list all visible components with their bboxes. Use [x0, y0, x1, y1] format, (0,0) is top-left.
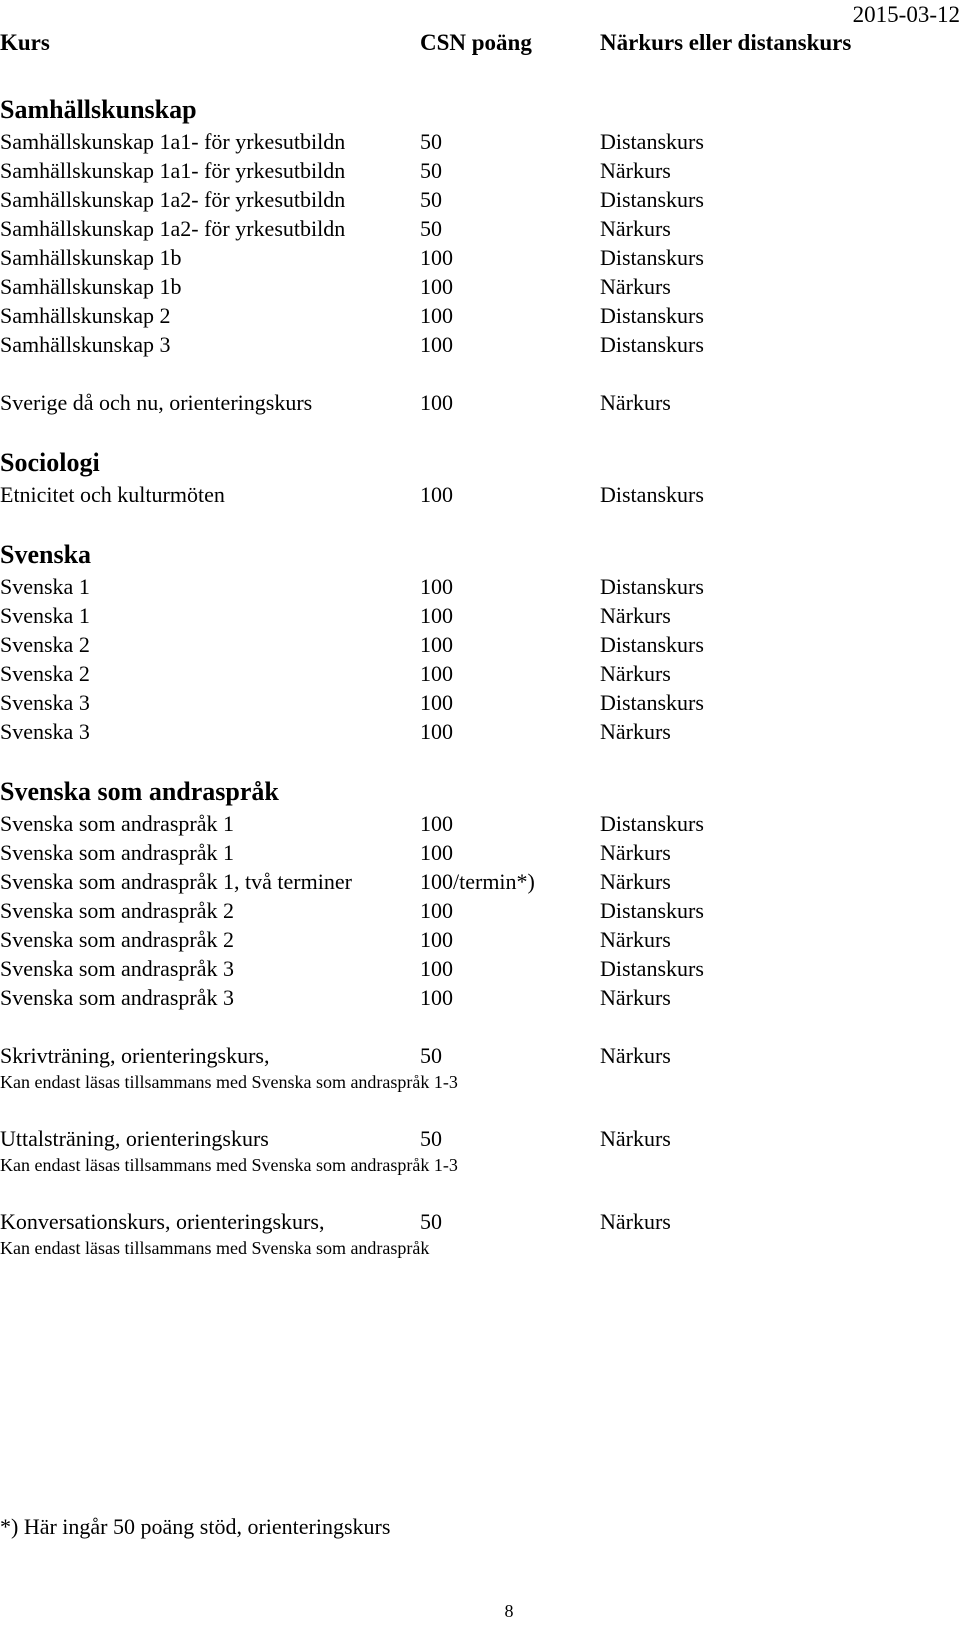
- course-points: 100: [420, 690, 453, 715]
- course-points: 100: [420, 985, 453, 1010]
- course-type: Distanskurs: [600, 245, 704, 270]
- course-name: Svenska som andraspråk 3: [0, 985, 235, 1010]
- course-points: 50: [420, 1209, 442, 1234]
- course-row: [0, 272, 960, 301]
- course-row: [0, 301, 960, 330]
- course-points: 100: [420, 574, 453, 599]
- header-typ: Närkurs eller distanskurs: [600, 30, 852, 55]
- course-row: [0, 601, 960, 630]
- course-type: Närkurs: [600, 840, 671, 865]
- course-points: 100: [420, 956, 453, 981]
- header-kurs: Kurs: [0, 30, 50, 55]
- course-row: [0, 185, 960, 214]
- course-name: Skrivträning, orienteringskurs,: [0, 1043, 270, 1068]
- course-name: Samhällskunskap 1a2- för yrkesutbildn: [0, 216, 346, 241]
- course-name: Uttalsträning, orienteringskurs: [0, 1126, 269, 1151]
- course-points: 100: [420, 332, 453, 357]
- course-points: 50: [420, 216, 442, 241]
- course-type: Distanskurs: [600, 898, 704, 923]
- course-type: Närkurs: [600, 1209, 671, 1234]
- course-row: [0, 127, 960, 156]
- course-points: 100: [420, 661, 453, 686]
- document-date: 2015-03-12: [852, 2, 960, 27]
- course-points: 50: [420, 187, 442, 212]
- course-type: Distanskurs: [600, 129, 704, 154]
- course-row: [0, 954, 960, 983]
- course-name: Samhällskunskap 2: [0, 303, 171, 328]
- course-points: 50: [420, 1126, 442, 1151]
- course-type: Distanskurs: [600, 187, 704, 212]
- course-points: 100: [420, 245, 453, 270]
- course-name: Samhällskunskap 1a1- för yrkesutbildn: [0, 158, 346, 183]
- course-row: [0, 1207, 960, 1261]
- course-type: Närkurs: [600, 390, 671, 415]
- course-points: 50: [420, 158, 442, 183]
- course-name: Samhällskunskap 1b: [0, 274, 182, 299]
- course-name: Svenska 2: [0, 632, 90, 657]
- course-type: Distanskurs: [600, 574, 704, 599]
- course-row: [0, 896, 960, 925]
- course-name: Samhällskunskap 1a1- för yrkesutbildn: [0, 129, 346, 154]
- course-row: [0, 809, 960, 838]
- course-row: [0, 1124, 960, 1178]
- course-type: Närkurs: [600, 661, 671, 686]
- course-name: Svenska 1: [0, 603, 90, 628]
- course-name: Svenska som andraspråk 2: [0, 898, 235, 923]
- spacer: [0, 1095, 960, 1124]
- course-points: 100: [420, 840, 453, 865]
- course-points: 100: [420, 719, 453, 744]
- course-name: Svenska som andraspråk 3: [0, 956, 235, 981]
- section: [0, 93, 960, 446]
- course-points: 100/termin*): [420, 869, 535, 894]
- course-name: Sverige då och nu, orienteringskurs: [0, 390, 313, 415]
- course-row: [0, 630, 960, 659]
- course-type: Distanskurs: [600, 632, 704, 657]
- course-type: Närkurs: [600, 985, 671, 1010]
- course-row: [0, 243, 960, 272]
- course-points: 100: [420, 274, 453, 299]
- section: [0, 775, 960, 1261]
- course-name: Svenska som andraspråk 1, två terminer: [0, 869, 352, 894]
- course-row: [0, 214, 960, 243]
- spacer: [0, 746, 960, 775]
- course-note: Kan endast läsas tillsammans med Svenska som andraspråk 1-3: [0, 1155, 458, 1175]
- course-type: Närkurs: [600, 927, 671, 952]
- course-row: [0, 1041, 960, 1095]
- course-note: Kan endast läsas tillsammans med Svenska som andraspråk: [0, 1238, 430, 1258]
- course-type: Närkurs: [600, 1043, 671, 1068]
- course-row: [0, 659, 960, 688]
- course-type: Närkurs: [600, 869, 671, 894]
- course-points: 50: [420, 129, 442, 154]
- course-name: Svenska som andraspråk 2: [0, 927, 235, 952]
- course-name: Samhällskunskap 3: [0, 332, 171, 357]
- course-name: Svenska 1: [0, 574, 90, 599]
- course-points: 100: [420, 603, 453, 628]
- course-points: 100: [420, 898, 453, 923]
- course-type: Distanskurs: [600, 956, 704, 981]
- spacer: [0, 509, 960, 538]
- section: [0, 538, 960, 775]
- course-note: Kan endast läsas tillsammans med Svenska som andraspråk 1-3: [0, 1072, 458, 1092]
- spacer: [0, 1178, 960, 1207]
- section-title: Svenska: [0, 540, 92, 569]
- course-type: Distanskurs: [600, 811, 704, 836]
- course-row: [0, 983, 960, 1012]
- course-name: Svenska 3: [0, 690, 90, 715]
- course-type: Distanskurs: [600, 303, 704, 328]
- course-points: 100: [420, 303, 453, 328]
- course-points: 100: [420, 482, 453, 507]
- course-name: Samhällskunskap 1b: [0, 245, 182, 270]
- course-name: Svenska som andraspråk 1: [0, 811, 235, 836]
- course-points: 50: [420, 1043, 442, 1068]
- course-name: Etnicitet och kulturmöten: [0, 482, 225, 507]
- course-type: Distanskurs: [600, 332, 704, 357]
- spacer: [0, 417, 960, 446]
- course-list: [0, 93, 960, 1261]
- course-points: 100: [420, 632, 453, 657]
- course-type: Närkurs: [600, 1126, 671, 1151]
- section-title: Samhällskunskap: [0, 95, 197, 124]
- course-row: [0, 156, 960, 185]
- course-name: Konversationskurs, orienteringskurs,: [0, 1209, 325, 1234]
- course-points: 100: [420, 390, 453, 415]
- course-type: Distanskurs: [600, 690, 704, 715]
- course-points: 100: [420, 927, 453, 952]
- header-poang: CSN poäng: [420, 30, 532, 55]
- spacer: [0, 1012, 960, 1041]
- course-row: [0, 688, 960, 717]
- course-row: [0, 925, 960, 954]
- course-row: [0, 717, 960, 746]
- course-type: Närkurs: [600, 216, 671, 241]
- course-name: Svenska 2: [0, 661, 90, 686]
- course-row: [0, 572, 960, 601]
- course-name: Svenska som andraspråk 1: [0, 840, 235, 865]
- course-type: Närkurs: [600, 603, 671, 628]
- spacer: [0, 359, 960, 388]
- course-name: Samhällskunskap 1a2- för yrkesutbildn: [0, 187, 346, 212]
- section-title: Svenska som andraspråk: [0, 777, 279, 806]
- course-row: [0, 867, 960, 896]
- section-title: Sociologi: [0, 448, 100, 477]
- course-points: 100: [420, 811, 453, 836]
- section: [0, 446, 960, 538]
- course-type: Distanskurs: [600, 482, 704, 507]
- course-type: Närkurs: [600, 158, 671, 183]
- course-type: Närkurs: [600, 719, 671, 744]
- course-row: [0, 480, 960, 509]
- footnote: *) Här ingår 50 poäng stöd, orienteringskurs: [0, 1514, 391, 1539]
- course-row: [0, 330, 960, 359]
- course-type: Närkurs: [600, 274, 671, 299]
- course-row: [0, 838, 960, 867]
- course-row: [0, 388, 960, 417]
- course-name: Svenska 3: [0, 719, 90, 744]
- page-number: 8: [504, 1601, 514, 1621]
